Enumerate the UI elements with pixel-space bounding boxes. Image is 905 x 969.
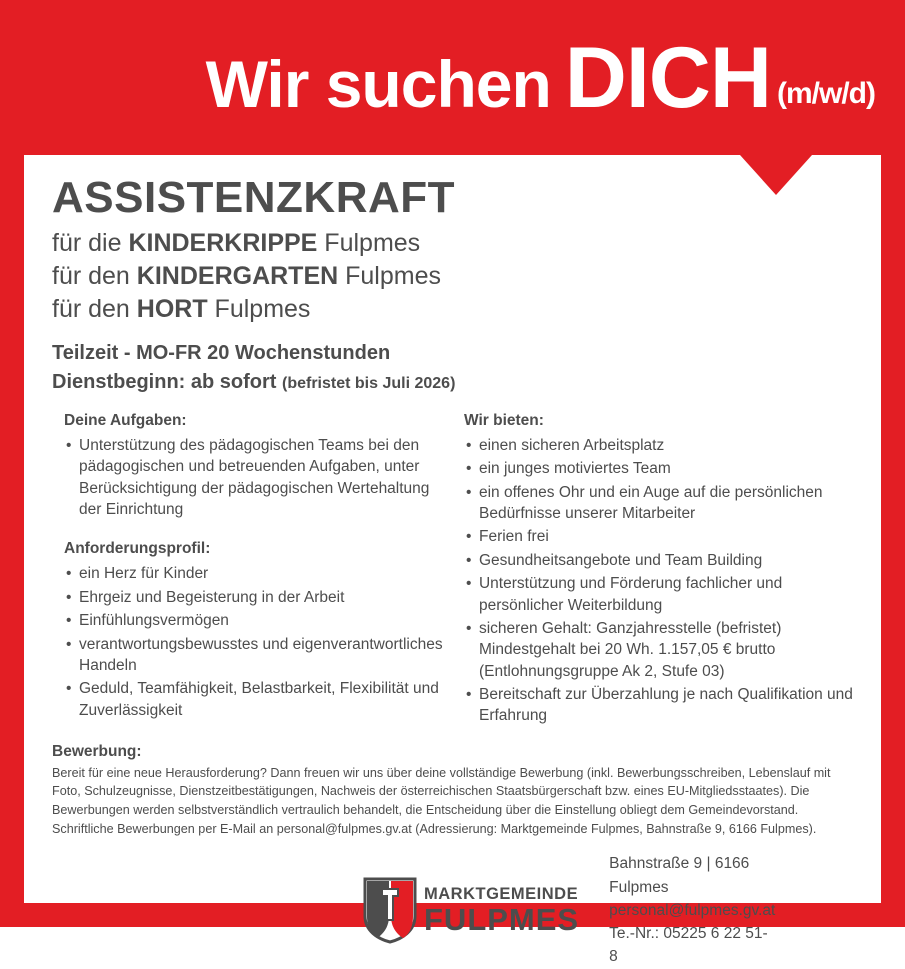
headline-gender-note: (m/w/d) — [777, 76, 875, 110]
tasks-list — [64, 435, 454, 521]
subtitle-2-bold: KINDERGARTEN — [136, 262, 339, 291]
subtitle-1-bold: KINDERKRIPPE — [128, 229, 318, 258]
application-paragraph: Bereit für eine neue Herausforderung? Dann freuen wir uns über deine vollständige Bewerbung (inkl. Bewerbungsschreiben, Lebenslauf mit Foto, Schulzeugnisse, Dienstzeitbestätigungen, Nachweis der österreichischen Staatsbürgerschaft bzw. eines EU-Mitgliedsstaates). Die Bewerbungen werden selbstverständlich vertraulich behandelt, die Entscheidung über die Einstellung obliegt dem Gemeindevorstand. Schriftliche Bewerbungen per E-Mail an personal@fulpmes.gv.at (Adressierung: Marktgemeinde Fulpmes, Bahnstraße 9, 6166 Fulpmes). — [52, 765, 831, 836]
list-item: • Ferien frei — [464, 526, 853, 547]
subtitle-1-pre: für die — [52, 229, 129, 258]
content-card — [24, 155, 881, 966]
application-heading: Bewerbung: — [52, 742, 142, 760]
job-hours: Teilzeit - MO-FR 20 Wochenstunden — [52, 342, 391, 365]
list-item: • ein offenes Ohr und ein Auge auf die persönlichen Bedürfnisse unserer Mitarbeiter — [464, 482, 853, 525]
red-notch-decoration — [740, 155, 812, 195]
poster-header — [0, 0, 905, 155]
list-item: • einen sicheren Arbeitsplatz — [464, 435, 853, 456]
job-start-main: Dienstbeginn: ab sofort — [52, 370, 282, 393]
profile-section — [64, 540, 454, 721]
subtitle-1-post: Fulpmes — [317, 229, 421, 258]
columns — [52, 412, 853, 729]
list-item: • Einfühlungsvermögen — [64, 610, 454, 631]
coat-of-arms-icon — [362, 876, 418, 944]
subtitle-3-post: Fulpmes — [207, 295, 311, 324]
card-inner — [24, 155, 881, 729]
profile-heading: Anforderungsprofil: — [64, 540, 211, 558]
list-item: • Unterstützung des pädagogischen Teams bei den pädagogischen und betreuenden Aufgaben, unter Berücksichtigung der pädagogischen Wertehaltung der Einrichtung — [64, 435, 454, 521]
headline — [205, 29, 875, 126]
list-item: • Unterstützung und Förderung fachlicher und persönlicher Weiterbildung — [464, 573, 853, 616]
headline-part-2: DICH — [564, 29, 771, 126]
list-item: • sicheren Gehalt: Ganzjahresstelle (befristet) Mindestgehalt bei 20 Wh. 1.157,05 € brutto (Entlohnungsgruppe Ak 2, Stufe 03) — [464, 618, 853, 682]
tasks-heading: Deine Aufgaben: — [64, 411, 187, 429]
job-start — [52, 368, 853, 396]
application-section — [24, 743, 881, 839]
offer-heading: Wir bieten: — [463, 411, 544, 429]
list-item: • ein junges motiviertes Team — [464, 458, 853, 479]
poster-footer — [24, 852, 881, 968]
list-item: • Ehrgeiz und Begeisterung in der Arbeit — [64, 587, 454, 608]
subtitle-3-pre: für den — [52, 295, 137, 324]
contact-phone: Te.-Nr.: 05225 6 22 51-8 — [609, 925, 768, 966]
subtitle-3-bold: HORT — [136, 295, 208, 324]
job-terms — [52, 339, 853, 396]
job-subtitles — [52, 227, 853, 326]
subtitle-2-pre: für den — [52, 262, 137, 291]
list-item: • Bereitschaft zur Überzahlung je nach Qualifikation und Erfahrung — [464, 684, 853, 727]
list-item: • verantwortungsbewusstes und eigenverantwortliches Handeln — [64, 634, 454, 677]
list-item: • ein Herz für Kinder — [64, 563, 454, 584]
profile-list — [64, 563, 454, 721]
headline-part-1: Wir suchen — [205, 46, 551, 121]
offer-list — [464, 435, 853, 727]
right-column — [464, 412, 853, 729]
list-item: • Gesundheitsangebote und Team Building — [464, 550, 853, 571]
subtitle-2-post: Fulpmes — [338, 262, 441, 291]
municipality-logo — [362, 876, 579, 944]
offer-section — [464, 412, 853, 727]
contact-block — [609, 852, 775, 968]
left-column — [52, 412, 454, 729]
logo-line-1: MARKTGEMEINDE — [424, 885, 579, 904]
job-subtitle-krippe — [52, 227, 853, 260]
column-spacer — [64, 522, 454, 540]
logo-line-2: FULPMES — [424, 901, 580, 937]
job-subtitle-kindergarten — [52, 260, 853, 293]
contact-address: Bahnstraße 9 | 6166 Fulpmes — [609, 855, 750, 896]
job-title: ASSISTENZKRAFT — [52, 173, 455, 222]
job-subtitle-hort — [52, 293, 853, 326]
job-start-note: (befristet bis Juli 2026) — [282, 374, 456, 392]
tasks-section — [64, 412, 454, 521]
contact-email[interactable]: personal@fulpmes.gv.at — [609, 901, 776, 919]
logo-text — [424, 886, 579, 935]
list-item: • Geduld, Teamfähigkeit, Belastbarkeit, Flexibilität und Zuverlässigkeit — [64, 678, 454, 721]
